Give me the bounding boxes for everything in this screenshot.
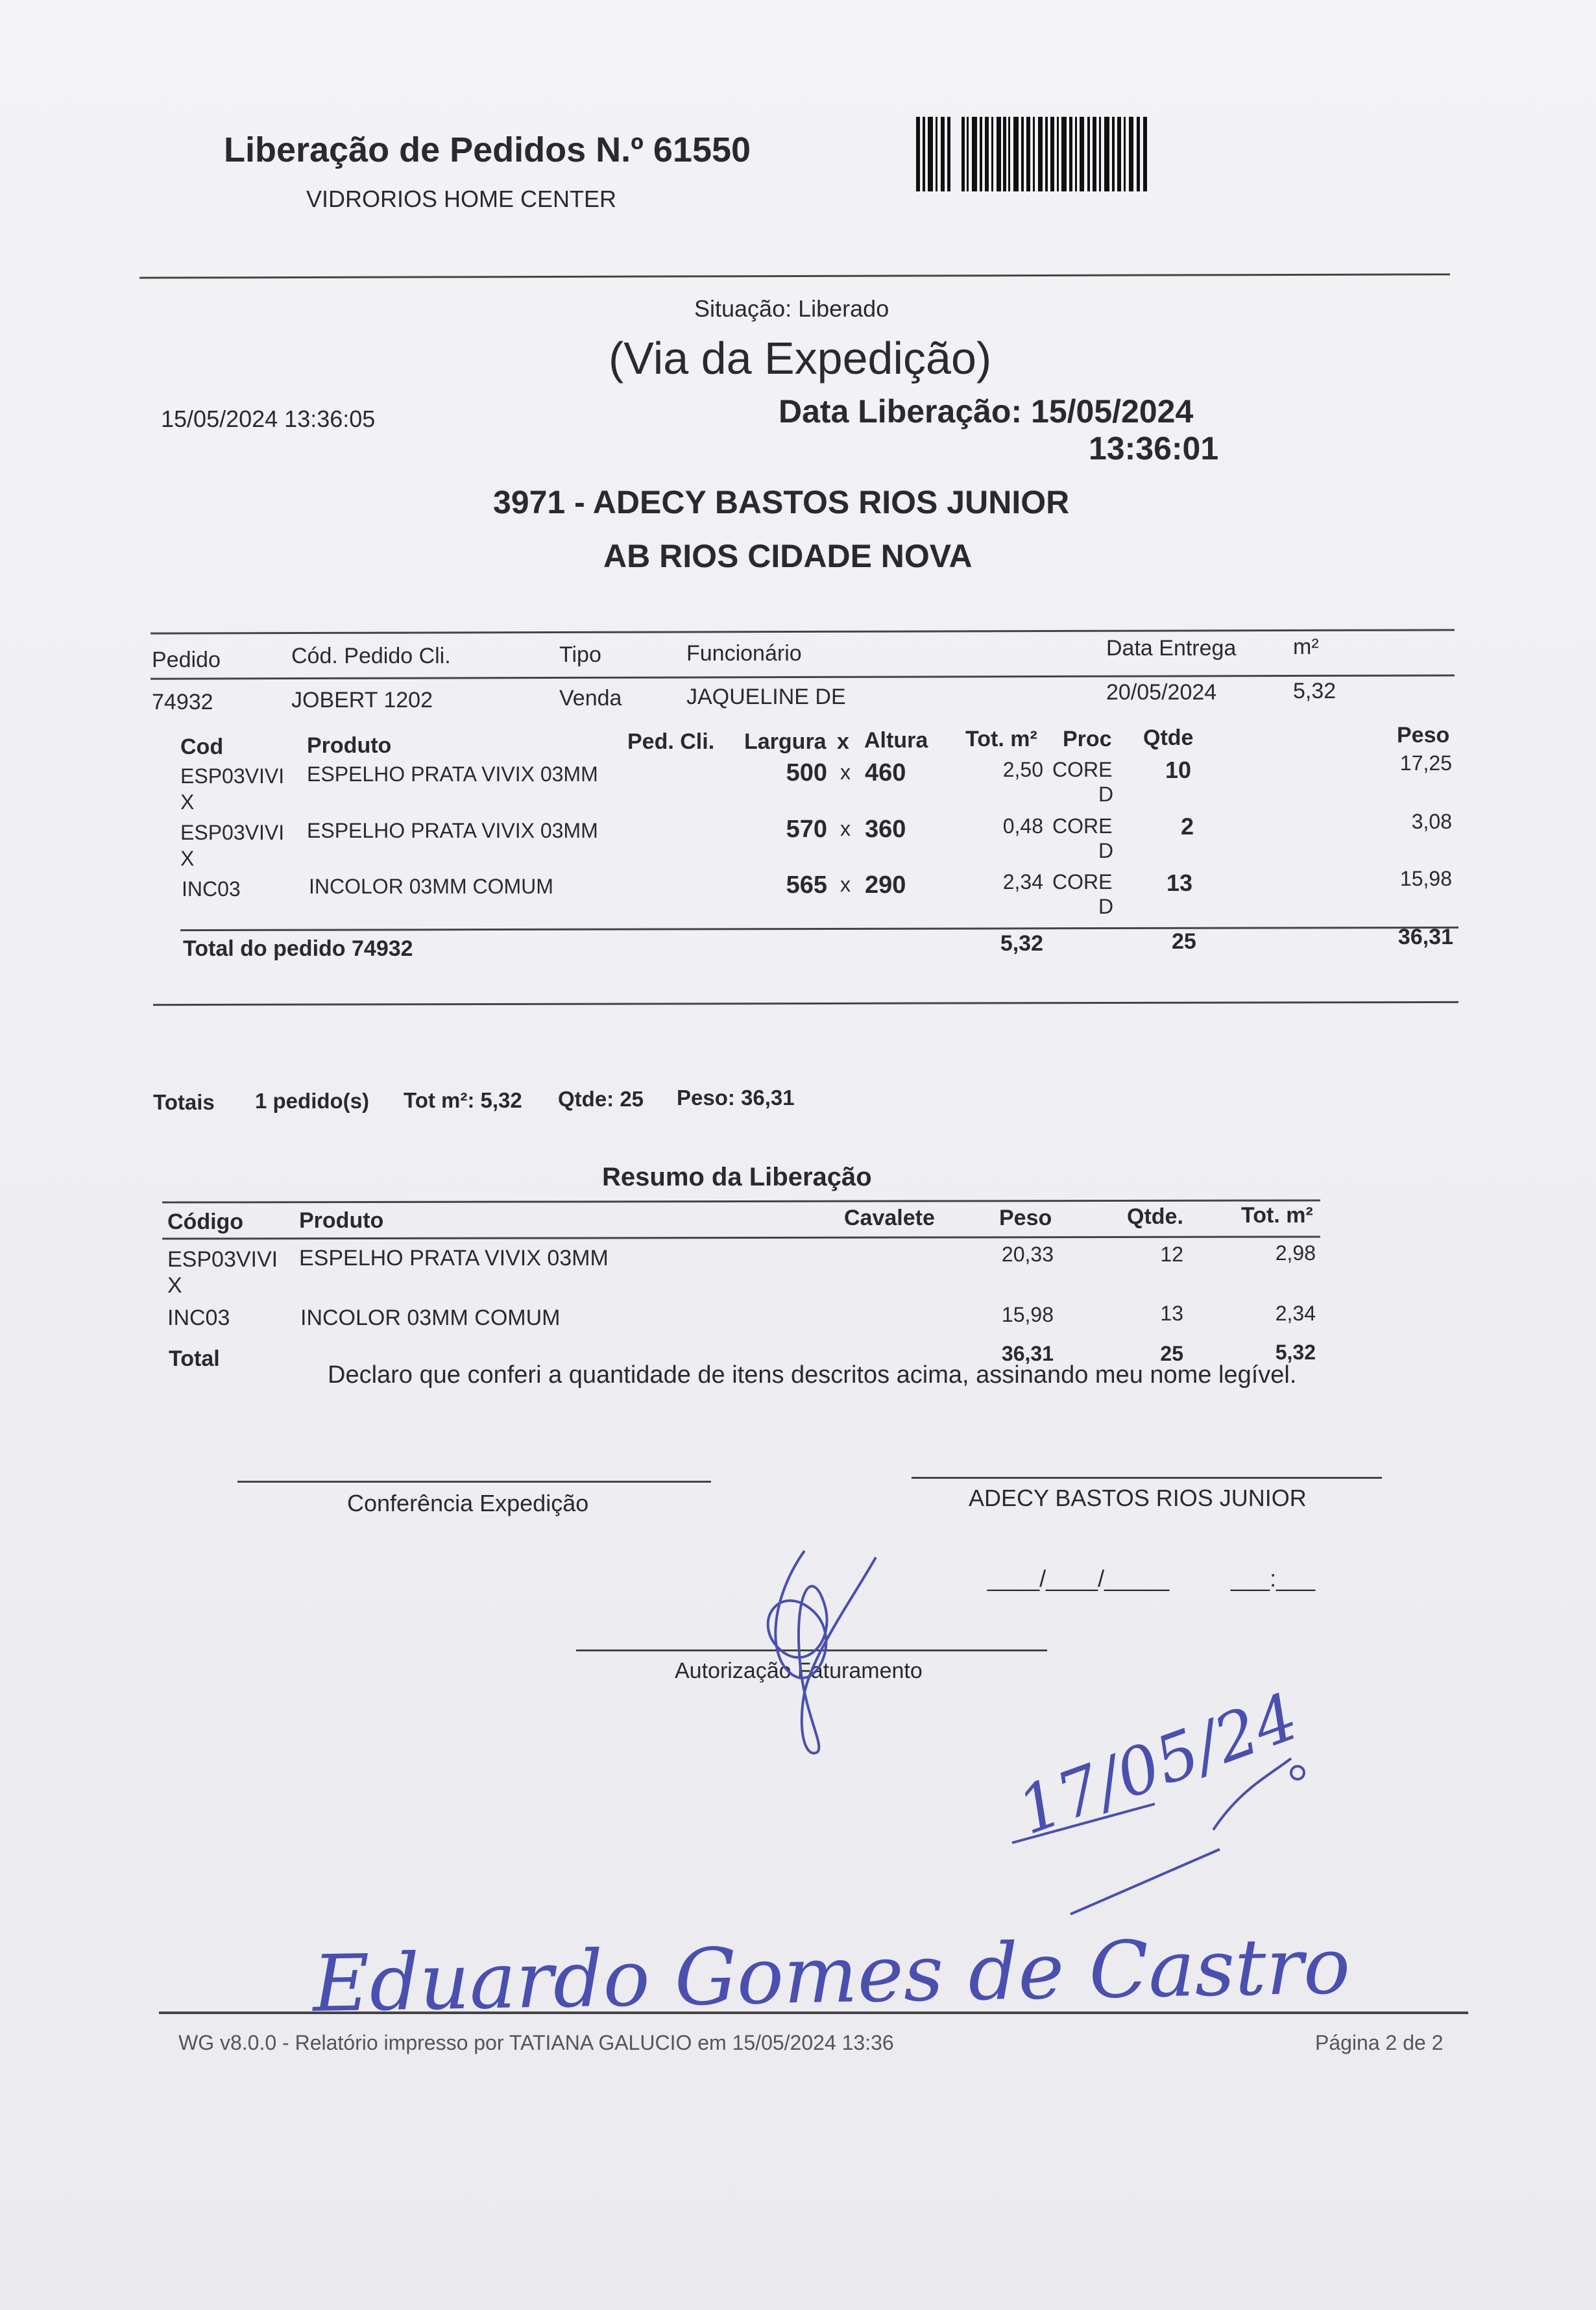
item-largura: 500	[786, 759, 827, 786]
item-proc: CORE	[1052, 870, 1113, 894]
resumo-qtde: 13	[1160, 1302, 1183, 1325]
item-cod: ESP03VIVI	[180, 821, 285, 844]
order-funcionario: JAQUELINE DE	[686, 685, 846, 709]
item-proc-cont: D	[1098, 839, 1114, 862]
resumo-top-line	[162, 1199, 1320, 1203]
col-funcionario-label: Funcionário	[686, 641, 802, 666]
resumo-produto: ESPELHO PRATA VIVIX 03MM	[299, 1246, 609, 1270]
item-tot-m2: 2,34	[1002, 870, 1043, 894]
autorizacao-label: Autorização Faturamento	[675, 1659, 923, 1683]
via-label: (Via da Expedição)	[609, 333, 992, 383]
item-proc-cont: D	[1098, 783, 1114, 806]
order-m2: 5,32	[1293, 679, 1336, 703]
item-produto: ESPELHO PRATA VIVIX 03MM	[307, 819, 598, 842]
items-col-ped-cli: Ped. Cli.	[627, 729, 715, 754]
totais-peso: Peso: 36,31	[677, 1086, 795, 1110]
client-name: 3971 - ADECY BASTOS RIOS JUNIOR	[493, 484, 1070, 520]
resumo-col-codigo: Código	[167, 1210, 244, 1234]
items-col-x: x	[837, 729, 849, 754]
item-peso: 15,98	[1399, 867, 1452, 890]
col-pedido-label: Pedido	[152, 648, 221, 672]
resumo-total-tot-m2: 5,32	[1275, 1341, 1316, 1364]
release-time: 13:36:01	[1089, 430, 1219, 467]
item-proc-cont: D	[1098, 895, 1114, 918]
item-qtde: 10	[1165, 757, 1192, 783]
resumo-col-produto: Produto	[299, 1208, 384, 1233]
resumo-tot-m2: 2,98	[1275, 1241, 1316, 1265]
item-qtde: 2	[1181, 813, 1194, 840]
resumo-col-cavalete: Cavalete	[844, 1206, 935, 1230]
totais-pedidos: 1 pedido(s)	[255, 1089, 370, 1113]
item-altura: 460	[865, 759, 906, 786]
items-col-cod: Cod	[180, 735, 224, 759]
resumo-tot-m2: 2,34	[1275, 1302, 1316, 1325]
items-col-qtde: Qtde	[1143, 725, 1194, 750]
handwritten-date-strokes	[1006, 1752, 1311, 1921]
conferencia-label: Conferência Expedição	[347, 1490, 589, 1516]
declaration-text: Declaro que conferi a quantidade de itens descritos acima, assinando meu nome legível.	[328, 1361, 1297, 1389]
order-pedido: 74932	[152, 690, 213, 714]
document-title: Liberação de Pedidos N.º 61550	[224, 130, 751, 169]
item-tot-m2: 2,50	[1002, 758, 1043, 781]
order-header-top-line	[151, 629, 1455, 634]
resumo-col-tot-m2: Tot. m²	[1241, 1203, 1313, 1228]
order-data-entrega: 20/05/2024	[1106, 680, 1217, 705]
items-col-peso: Peso	[1397, 723, 1450, 748]
barcode	[916, 117, 1150, 191]
item-proc: CORE	[1052, 758, 1113, 781]
item-cod-cont: X	[180, 847, 195, 870]
resumo-total-peso: 36,31	[1001, 1342, 1054, 1365]
items-col-produto: Produto	[307, 733, 392, 758]
conferencia-signature-line	[237, 1481, 711, 1483]
item-produto: INCOLOR 03MM COMUM	[309, 875, 553, 898]
company-name: VIDRORIOS HOME CENTER	[306, 186, 617, 212]
print-datetime: 15/05/2024 13:36:05	[161, 406, 376, 432]
totais-m2: Tot m²: 5,32	[404, 1088, 522, 1112]
order-total-label: Total do pedido 74932	[183, 936, 413, 961]
order-total-qtde: 25	[1172, 929, 1196, 954]
client-signature-name: ADECY BASTOS RIOS JUNIOR	[969, 1485, 1307, 1511]
resumo-total-label: Total	[169, 1346, 220, 1371]
col-cod-pedido-cli-label: Cód. Pedido Cli.	[291, 644, 451, 668]
items-col-tot-m2: Tot. m²	[965, 727, 1037, 751]
item-largura: 565	[786, 871, 827, 899]
handwritten-signature	[733, 1544, 882, 1758]
handwritten-date: 17/05/24	[1008, 1678, 1308, 1850]
resumo-col-qtde: Qtde.	[1127, 1204, 1183, 1229]
totais-qtde: Qtde: 25	[558, 1087, 644, 1111]
resumo-total-qtde: 25	[1160, 1342, 1183, 1365]
items-col-altura: Altura	[864, 728, 928, 753]
item-x: x	[840, 817, 851, 840]
col-tipo-label: Tipo	[559, 642, 601, 667]
items-col-largura: Largura	[744, 729, 827, 754]
resumo-codigo-cont: X	[167, 1273, 182, 1298]
release-date: Data Liberação: 15/05/2024	[779, 393, 1194, 430]
items-col-proc: Proc	[1063, 727, 1112, 751]
item-peso: 17,25	[1399, 751, 1452, 775]
order-total-m2: 5,32	[1000, 931, 1043, 956]
resumo-qtde: 12	[1160, 1243, 1183, 1266]
order-total-peso: 36,31	[1397, 925, 1453, 949]
footer-page-number: Página 2 de 2	[1315, 2031, 1444, 2054]
footer-line	[159, 2012, 1468, 2014]
item-qtde: 13	[1167, 869, 1193, 896]
client-store: AB RIOS CIDADE NOVA	[603, 538, 973, 574]
section-divider	[153, 1001, 1458, 1006]
item-cod-cont: X	[180, 790, 195, 814]
resumo-header-line	[162, 1235, 1320, 1239]
resumo-col-peso: Peso	[999, 1206, 1052, 1230]
resumo-codigo: ESP03VIVI	[167, 1247, 278, 1272]
totais-label: Totais	[153, 1090, 215, 1114]
header-divider	[139, 273, 1450, 278]
item-x: x	[840, 760, 851, 784]
footer-left-text: WG v8.0.0 - Relatório impresso por TATIANA GALUCIO em 15/05/2024 13:36	[178, 2031, 894, 2054]
resumo-peso: 20,33	[1001, 1243, 1054, 1266]
item-proc: CORE	[1052, 814, 1113, 838]
resumo-produto: INCOLOR 03MM COMUM	[300, 1306, 561, 1330]
time-blank: ___:___	[1231, 1565, 1316, 1592]
col-m2-label: m²	[1293, 635, 1319, 659]
item-x: x	[840, 873, 851, 896]
item-produto: ESPELHO PRATA VIVIX 03MM	[307, 762, 598, 786]
item-altura: 290	[865, 871, 906, 899]
order-total-line	[180, 927, 1458, 931]
item-tot-m2: 0,48	[1002, 814, 1043, 838]
item-altura: 360	[865, 816, 906, 843]
order-tipo: Venda	[559, 686, 622, 711]
item-peso: 3,08	[1411, 810, 1452, 833]
status-text: Situação: Liberado	[694, 295, 889, 322]
order-cod-pedido-cli: JOBERT 1202	[291, 688, 433, 712]
client-signature-line	[912, 1477, 1382, 1479]
item-cod: ESP03VIVI	[180, 764, 285, 788]
resumo-peso: 15,98	[1001, 1303, 1054, 1326]
item-largura: 570	[786, 816, 827, 843]
handwritten-name: Eduardo Gomes de Castro	[311, 1921, 1351, 2030]
item-cod: INC03	[182, 877, 241, 901]
resumo-title: Resumo da Liberação	[602, 1163, 872, 1191]
col-data-entrega-label: Data Entrega	[1106, 636, 1237, 661]
order-header-bottom-line	[151, 674, 1455, 679]
date-blank: ____/____/_____	[987, 1565, 1170, 1592]
resumo-codigo: INC03	[167, 1306, 230, 1330]
